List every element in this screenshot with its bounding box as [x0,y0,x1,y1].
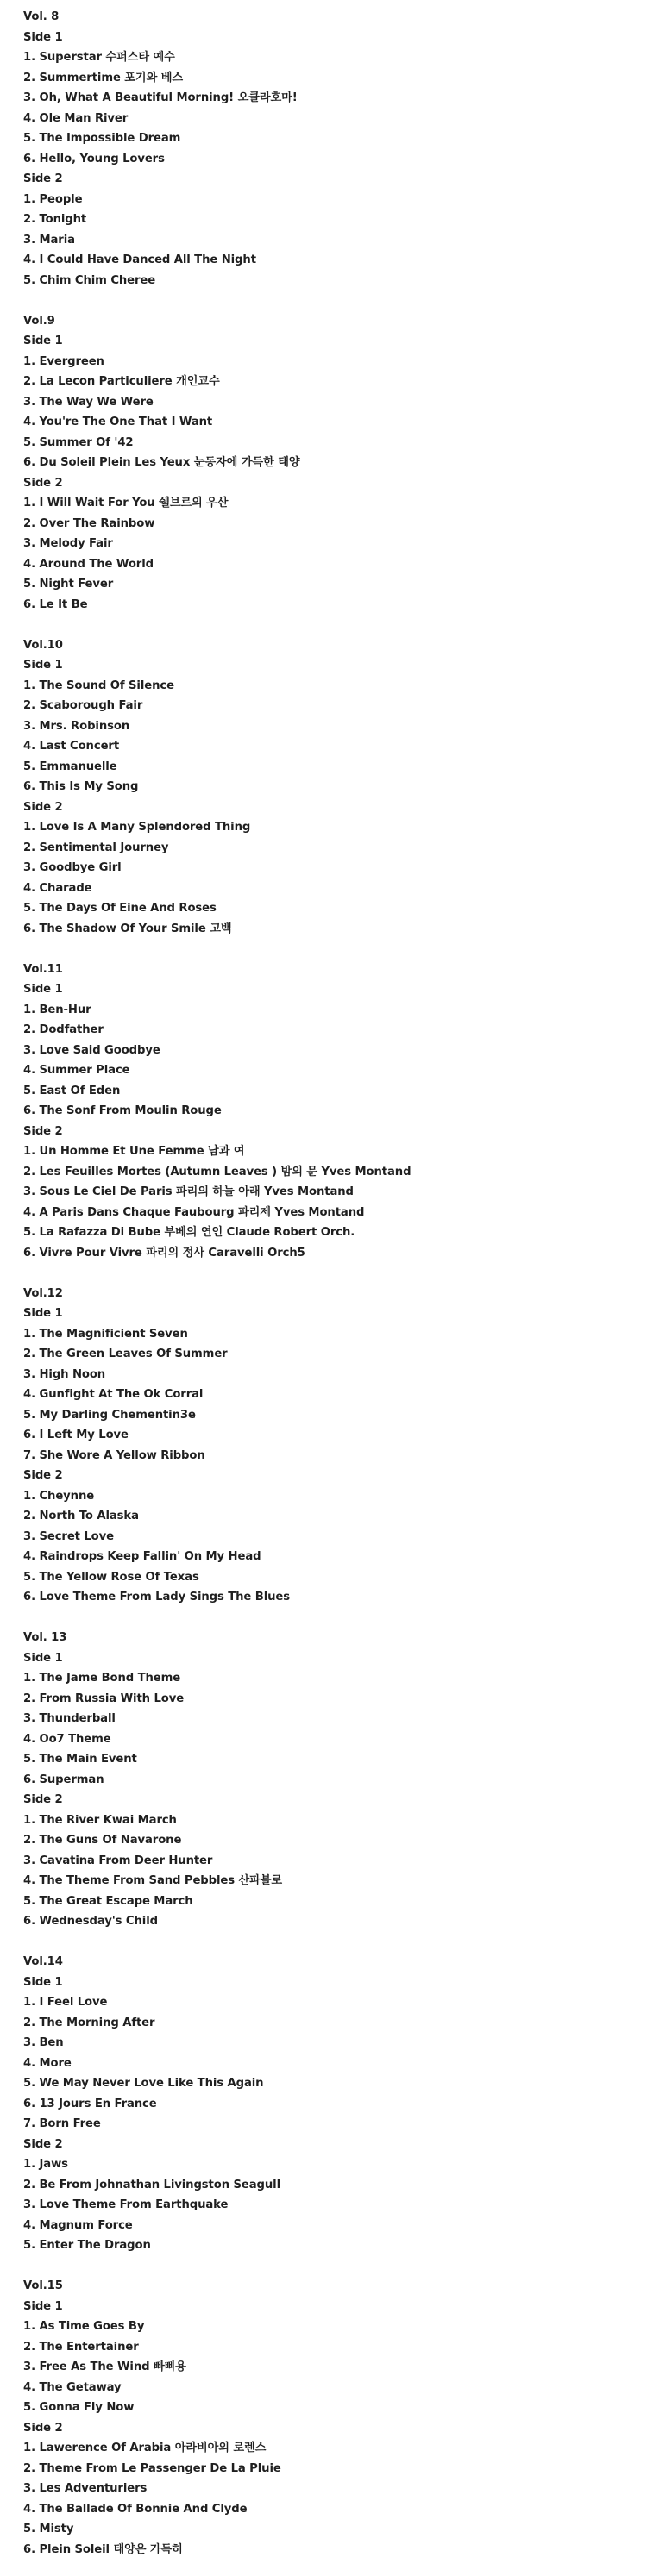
track-item: 2. Les Feuilles Mortes (Autumn Leaves ) 밤의 문 Yves Montand [23,1165,411,1179]
track-item: 5. The Impossible Dream [23,132,181,145]
track-item: 4. Around The World [23,557,154,571]
track-item: 4. The Theme From Sand Pebbles 산파블로 [23,1874,283,1887]
volume-section [23,2276,647,2560]
track-item: 3. Melody Fair [23,537,113,550]
track-item: 6. Plein Soleil 태양은 가득히 [23,2542,183,2556]
side-label: Side 1 [23,1307,63,1320]
track-item: 1. As Time Goes By [23,2320,145,2333]
track-item: 3. Sous Le Ciel De Paris 파리의 하늘 아래 Yves Montand [23,1185,354,1198]
track-item: 1. Cheynne [23,1489,95,1503]
track-item: 1. Ben-Hur [23,1003,91,1016]
track-item: 5. Emmanuelle [23,760,117,773]
track-item: 4. The Ballade Of Bonnie And Clyde [23,2502,248,2516]
track-item: 5. Summer Of '42 [23,435,134,449]
track-item: 4. The Getaway [23,2380,122,2394]
volume-title: Vol. 13 [23,1631,67,1644]
side-label: Side 2 [23,800,63,814]
volume-section [23,1284,647,1608]
track-item: 1. The Magnificient Seven [23,1327,188,1341]
track-item: 6. Vivre Pour Vivre 파리의 정사 Caravelli Orch5 [23,1246,305,1260]
track-item: 5. The Days Of Eine And Roses [23,902,217,915]
track-item: 2. Sentimental Journey [23,841,169,854]
track-item: 1. Love Is A Many Splendored Thing [23,821,251,834]
track-item: 1. Jaws [23,2158,68,2171]
track-item: 3. Thunderball [23,1712,116,1725]
side-label: Side 1 [23,2299,63,2313]
track-item: 4. I Could Have Danced All The Night [23,253,256,266]
track-item: 5. The Yellow Rose Of Texas [23,1570,199,1584]
track-item: 3. Love Said Goodbye [23,1043,160,1057]
track-item: 6. Le It Be [23,597,88,611]
track-item: 6. 13 Jours En France [23,2097,157,2110]
track-item: 5. Gonna Fly Now [23,2401,135,2414]
volume-section [23,1952,647,2256]
track-item: 3. The Way We Were [23,395,154,409]
track-item: 3. Mrs. Robinson [23,719,130,733]
track-item: 1. Un Homme Et Une Femme 남과 여 [23,1145,245,1158]
track-item: 5. My Darling Chementin3e [23,1408,196,1422]
volume-section [23,635,647,940]
track-item: 4. Last Concert [23,740,120,753]
side-label: Side 2 [23,1469,63,1482]
side-label: Side 2 [23,476,63,490]
track-item: 5. Misty [23,2523,74,2535]
track-item: 4. Magnum Force [23,2218,133,2232]
volume-title: Vol. 8 [23,10,60,23]
track-item: 4. Charade [23,881,92,895]
track-item: 5. We May Never Love Like This Again [23,2077,264,2090]
track-item: 3. Cavatina From Deer Hunter [23,1854,213,1867]
track-item: 1. The Jame Bond Theme [23,1672,181,1685]
track-item: 4. Summer Place [23,1064,130,1077]
track-item: 2. The Green Leaves Of Summer [23,1347,228,1360]
side-label: Side 1 [23,1975,63,1989]
track-item: 1. The River Kwai March [23,1813,177,1827]
track-item: 5. Enter The Dragon [23,2239,151,2252]
track-item: 2. La Lecon Particuliere 개인교수 [23,375,220,388]
track-item: 5. Night Fever [23,578,114,591]
side-label: Side 1 [23,335,63,347]
track-item: 6. Superman [23,1773,104,1786]
track-item: 1. Lawerence Of Arabia 아라비아의 로렌스 [23,2442,267,2454]
track-item: 3. Love Theme From Earthquake [23,2198,229,2211]
track-item: 3. Les Adventuriers [23,2482,148,2495]
track-item: 4. Oo7 Theme [23,1732,111,1746]
track-item: 1. People [23,192,83,206]
track-item: 2. Over The Rainbow [23,516,155,530]
track-item: 2. North To Alaska [23,1510,139,1522]
track-item: 6. This Is My Song [23,780,139,793]
volume-title: Vol.9 [23,314,55,328]
track-item: 1. The Sound Of Silence [23,678,174,692]
track-item: 6. The Shadow Of Your Smile 고백 [23,922,232,935]
side-label: Side 2 [23,1793,63,1806]
track-item: 3. Maria [23,233,75,247]
track-item: 2. The Morning After [23,2016,155,2029]
track-item: 3. High Noon [23,1367,106,1381]
track-item: 4. More [23,2056,72,2070]
side-label: Side 1 [23,983,63,996]
volume-title: Vol.14 [23,1955,63,1968]
track-item: 2. The Entertainer [23,2340,139,2354]
track-item: 2. Tonight [23,213,87,226]
side-label: Side 2 [23,2421,63,2435]
track-item: 3. Oh, What A Beautiful Morning! 오클라호마! [23,91,298,104]
track-item: 7. She Wore A Yellow Ribbon [23,1448,205,1462]
volume-section [23,7,647,291]
volume-section [23,960,647,1264]
track-item: 2. Summertime 포기와 베스 [23,71,183,84]
track-item: 2. Scaborough Fair [23,699,143,712]
track-item: 6. Hello, Young Lovers [23,152,165,166]
track-item: 6. I Left My Love [23,1429,129,1441]
volume-title: Vol.12 [23,1286,63,1300]
volume-section [23,311,647,616]
side-label: Side 2 [23,172,63,185]
volume-section [23,1628,647,1932]
track-item: 6. The Sonf From Moulin Rouge [23,1104,222,1117]
track-item: 2. Theme From Le Passenger De La Pluie [23,2461,281,2475]
side-label: Side 2 [23,2137,63,2151]
track-item: 2. The Guns Of Navarone [23,1834,182,1847]
track-item: 1. Superstar 수퍼스타 예수 [23,51,175,64]
track-item: 4. You're The One That I Want [23,416,213,428]
track-item: 6. Wednesday's Child [23,1915,158,1928]
track-item: 3. Goodbye Girl [23,861,122,874]
track-item: 7. Born Free [23,2117,101,2130]
track-item: 3. Ben [23,2036,64,2049]
track-item: 3. Secret Love [23,1529,114,1543]
track-item: 6. Love Theme From Lady Sings The Blues [23,1591,291,1604]
track-item: 5. The Great Escape March [23,1894,193,1908]
track-item: 2. Dodfather [23,1023,104,1036]
track-item: 5. The Main Event [23,1753,137,1766]
track-item: 1. Evergreen [23,354,104,368]
track-item: 5. La Rafazza Di Bube 부베의 연인 Claude Robert Orch. [23,1226,355,1239]
volume-title: Vol.15 [23,2279,63,2292]
track-item: 6. Du Soleil Plein Les Yeux 눈동자에 가득한 태양 [23,456,300,469]
track-item: 4. A Paris Dans Chaque Faubourg 파리제 Yves Montand [23,1205,365,1219]
track-item: 1. I Feel Love [23,1996,108,2009]
side-label: Side 2 [23,1124,63,1138]
track-item: 1. I Will Wait For You 쉘브르의 우산 [23,497,229,510]
track-item: 4. Ole Man River [23,111,129,125]
track-item: 5. East Of Eden [23,1084,121,1097]
track-item: 2. From Russia With Love [23,1691,185,1705]
volume-title: Vol.10 [23,638,63,652]
track-item: 4. Gunfight At The Ok Corral [23,1388,204,1401]
side-label: Side 1 [23,659,63,672]
track-item: 2. Be From Johnathan Livingston Seagull [23,2178,281,2191]
side-label: Side 1 [23,1651,63,1665]
side-label: Side 1 [23,30,63,44]
track-item: 3. Free As The Wind 빠삐용 [23,2360,186,2373]
volume-title: Vol.11 [23,962,63,976]
track-item: 4. Raindrops Keep Fallin' On My Head [23,1550,261,1563]
track-item: 5. Chim Chim Cheree [23,273,156,287]
